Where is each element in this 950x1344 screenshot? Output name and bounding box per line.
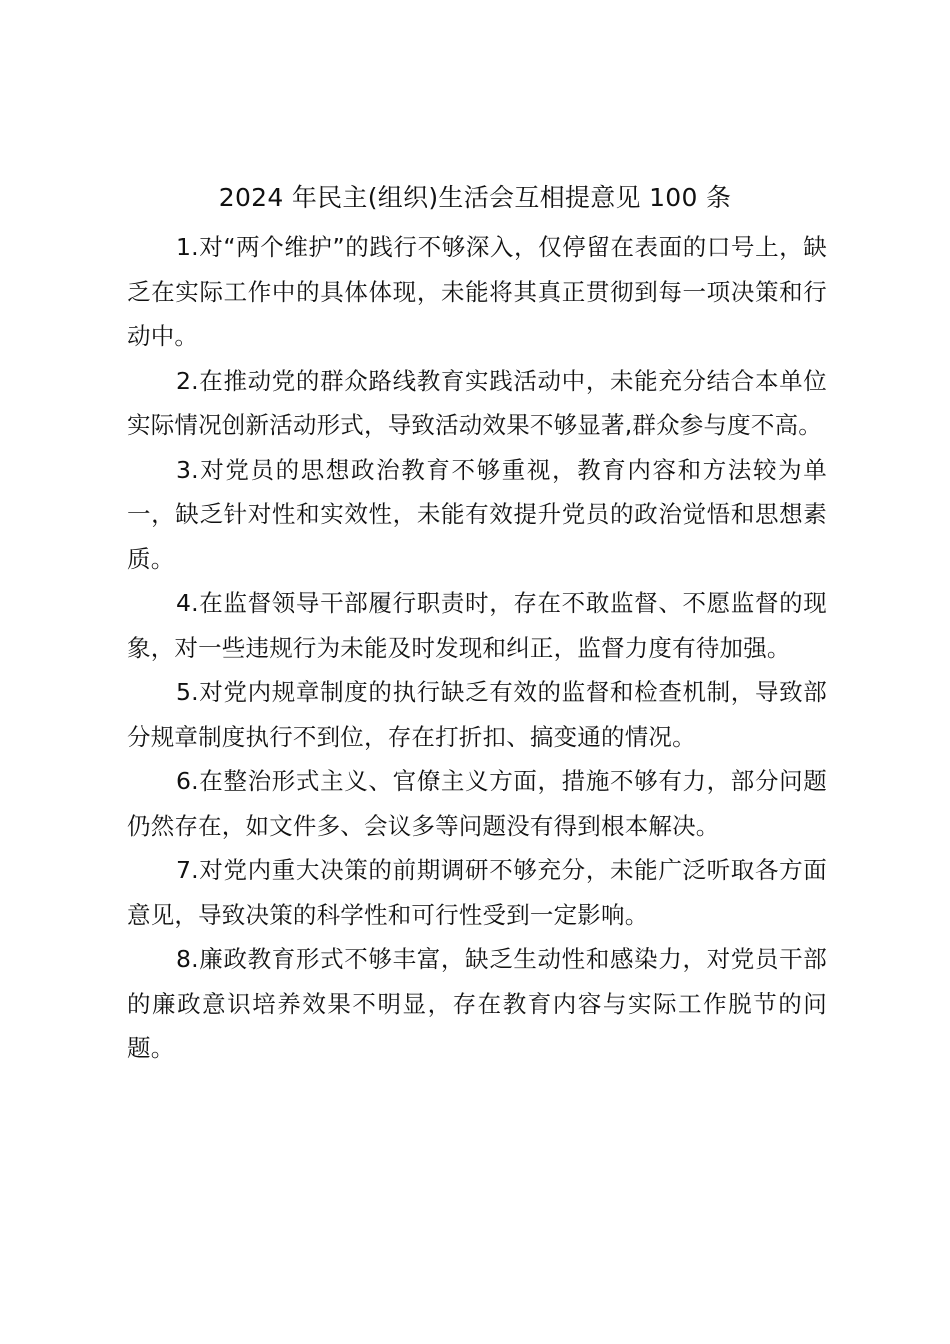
list-item: 4.在监督领导干部履行职责时，存在不敢监督、不愿监督的现象，对一些违规行为未能及时发现和纠正，监督力度有待加强。 — [127, 589, 827, 662]
list-item: 7.对党内重大决策的前期调研不够充分，未能广泛听取各方面意见，导致决策的科学性和可行性受到一定影响。 — [127, 856, 827, 929]
list-item: 6.在整治形式主义、官僚主义方面，措施不够有力，部分问题仍然存在，如文件多、会议多等问题没有得到根本解决。 — [127, 767, 827, 840]
list-item: 1.对“两个维护”的践行不够深入，仅停留在表面的口号上，缺乏在实际工作中的具体体现，未能将其真正贯彻到每一项决策和行动中。 — [127, 233, 827, 350]
list-item: 8.廉政教育形式不够丰富，缺乏生动性和感染力，对党员干部的廉政意识培养效果不明显，存在教育内容与实际工作脱节的问题。 — [127, 945, 827, 1062]
document-body — [127, 225, 827, 1071]
list-item: 5.对党内规章制度的执行缺乏有效的监督和检查机制，导致部分规章制度执行不到位，存在打折扣、搞变通的情况。 — [127, 678, 827, 751]
list-item: 2.在推动党的群众路线教育实践活动中，未能充分结合本单位实际情况创新活动形式，导致活动效果不够显著,群众参与度不高。 — [127, 366, 827, 439]
list-item: 3.对党员的思想政治教育不够重视，教育内容和方法较为单一，缺乏针对性和实效性，未能有效提升党员的政治觉悟和思想素质。 — [127, 455, 827, 573]
document-title: 2024 年民主(组织)生活会互相提意见 100 条 — [218, 183, 732, 212]
